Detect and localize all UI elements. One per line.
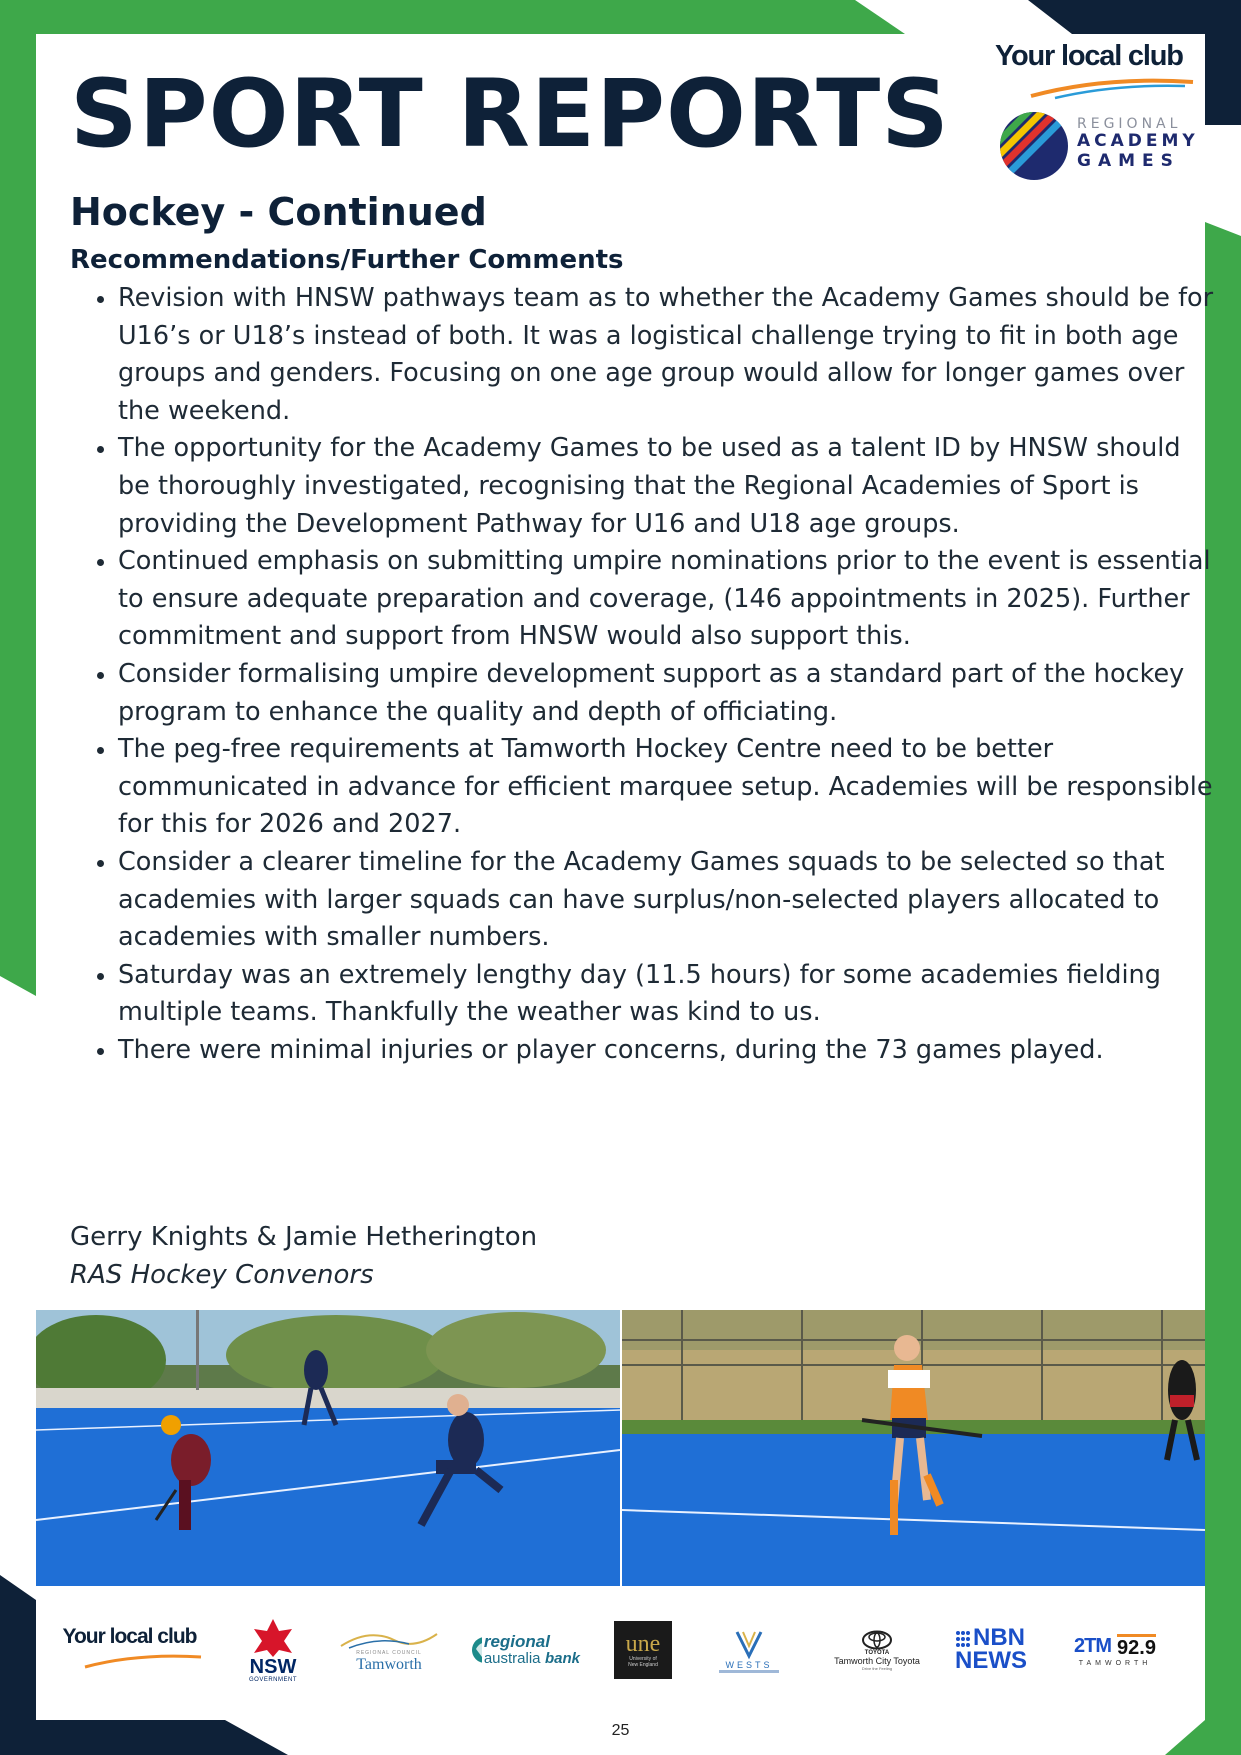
toyota-brand-text: TOYOTA — [864, 1649, 890, 1656]
toyota-logo-icon — [861, 1630, 893, 1650]
sponsor-tamworth-council — [334, 1600, 444, 1700]
nsw-text: NSW — [249, 1656, 297, 1678]
hockey-photo-left — [36, 1310, 620, 1586]
list-item: • The peg-free requirements at Tamworth Hockey Centre need to be better communicated in advance for efficient marquee setup. Academies will be responsible for this for 2026 and 2027. — [118, 731, 1218, 844]
sponsor-regional-australia-bank — [470, 1600, 580, 1700]
tamworth-text: Tamworth — [356, 1656, 422, 1673]
radio-929-text: 92.9 — [1117, 1634, 1156, 1660]
sponsor-nbn-news — [946, 1600, 1036, 1700]
list-item: • Consider a clearer timeline for the Academy Games squads to be selected so that academies with larger squads can have surplus/non-selected players allocated to academies with smaller numbers. — [118, 844, 1218, 957]
nbn-dots-icon — [955, 1630, 971, 1648]
sponsor-your-local-club — [60, 1600, 205, 1700]
news-text: NEWS — [955, 1647, 1027, 1674]
list-item: • Revision with HNSW pathways team as to whether the Academy Games should be for U16’s or U18’s instead of both. It was a logistical challenge trying to fit in both age groups and genders. Focusing on one age group would allow for longer games over the weekend. — [118, 280, 1218, 430]
club-swoosh-icon — [63, 1625, 203, 1675]
rag-line-academy: ACADEMY — [1077, 131, 1199, 152]
list-item: • Consider formalising umpire development support as a standard part of the hockey program to enhance the quality and depth of officiating. — [118, 656, 1218, 731]
subheading: Recommendations/Further Comments — [70, 245, 624, 275]
academy-games-wordmark — [1077, 116, 1199, 171]
recommendations-list — [70, 280, 1218, 1069]
club-logo-swoosh-icon — [995, 40, 1195, 100]
rag-line-games: GAMES — [1077, 150, 1180, 171]
sponsor-club-text: Your local club — [62, 1625, 197, 1648]
nsw-sub-text: GOVERNMENT — [248, 1677, 297, 1683]
signature-block — [70, 1218, 537, 1294]
tamworth-small-text: REGIONAL COUNCIL — [356, 1650, 422, 1656]
page-number: 25 — [611, 1722, 630, 1739]
your-local-club-logo: Your local club — [995, 40, 1183, 72]
toyota-dealer-text: Tamworth City Toyota — [834, 1655, 920, 1666]
sponsor-nsw-government — [236, 1600, 310, 1700]
sponsor-une — [612, 1600, 674, 1700]
academy-games-emblem-icon — [998, 110, 1070, 182]
rab-line2a: australia — [483, 1649, 541, 1667]
rab-map-icon — [470, 1635, 482, 1665]
toyota-tag-text: Drive the Feeling — [861, 1665, 893, 1671]
section-heading: Hockey - Continued — [70, 190, 487, 234]
hockey-photo-right — [622, 1310, 1205, 1586]
wests-emblem-icon — [729, 1628, 769, 1660]
radio-2tm-text: 2TM — [1074, 1635, 1112, 1657]
header-logos — [995, 40, 1205, 190]
list-item: • The opportunity for the Academy Games to be used as a talent ID by HNSW should be thoroughly investigated, recognising that the Regional Academies of Sport is providing the Development Pathway for U16 and U18 age groups. — [118, 430, 1218, 543]
tamworth-hills-icon — [339, 1626, 439, 1650]
une-text: une — [625, 1631, 661, 1657]
signature-role: RAS Hockey Convenors — [70, 1260, 374, 1290]
list-item: • Continued emphasis on submitting umpire nominations prior to the event is essential to ensure adequate preparation and coverage, (146 appointments in 2025). Further commitment and support from HNSW would also support this. — [118, 543, 1218, 656]
page-title: SPORT REPORTS — [70, 60, 950, 169]
une-sub2: New England — [628, 1662, 658, 1668]
sponsor-tamworth-city-toyota — [822, 1600, 932, 1700]
une-sub1: University of — [629, 1656, 657, 1662]
rab-line1: regional — [483, 1631, 550, 1651]
sponsor-2tm-radio — [1060, 1600, 1170, 1700]
rab-line2b: bank — [544, 1649, 580, 1667]
sponsor-bar — [40, 1600, 1200, 1700]
sponsor-wests — [706, 1600, 792, 1700]
signature-names: Gerry Knights & Jamie Hetherington — [70, 1222, 538, 1252]
waratah-icon — [248, 1617, 298, 1657]
list-item: • Saturday was an extremely lengthy day (11.5 hours) for some academies fielding multiple teams. Thankfully the weather was kind to us. — [118, 957, 1218, 1032]
rag-line-regional: REGIONAL — [1077, 116, 1182, 132]
wests-text: WESTS — [719, 1660, 778, 1673]
radio-town-text: TAMWORTH — [1078, 1659, 1152, 1667]
list-item: • There were minimal injuries or player concerns, during the 73 games played. — [118, 1032, 1218, 1070]
nbn-text: NBN — [973, 1624, 1025, 1652]
